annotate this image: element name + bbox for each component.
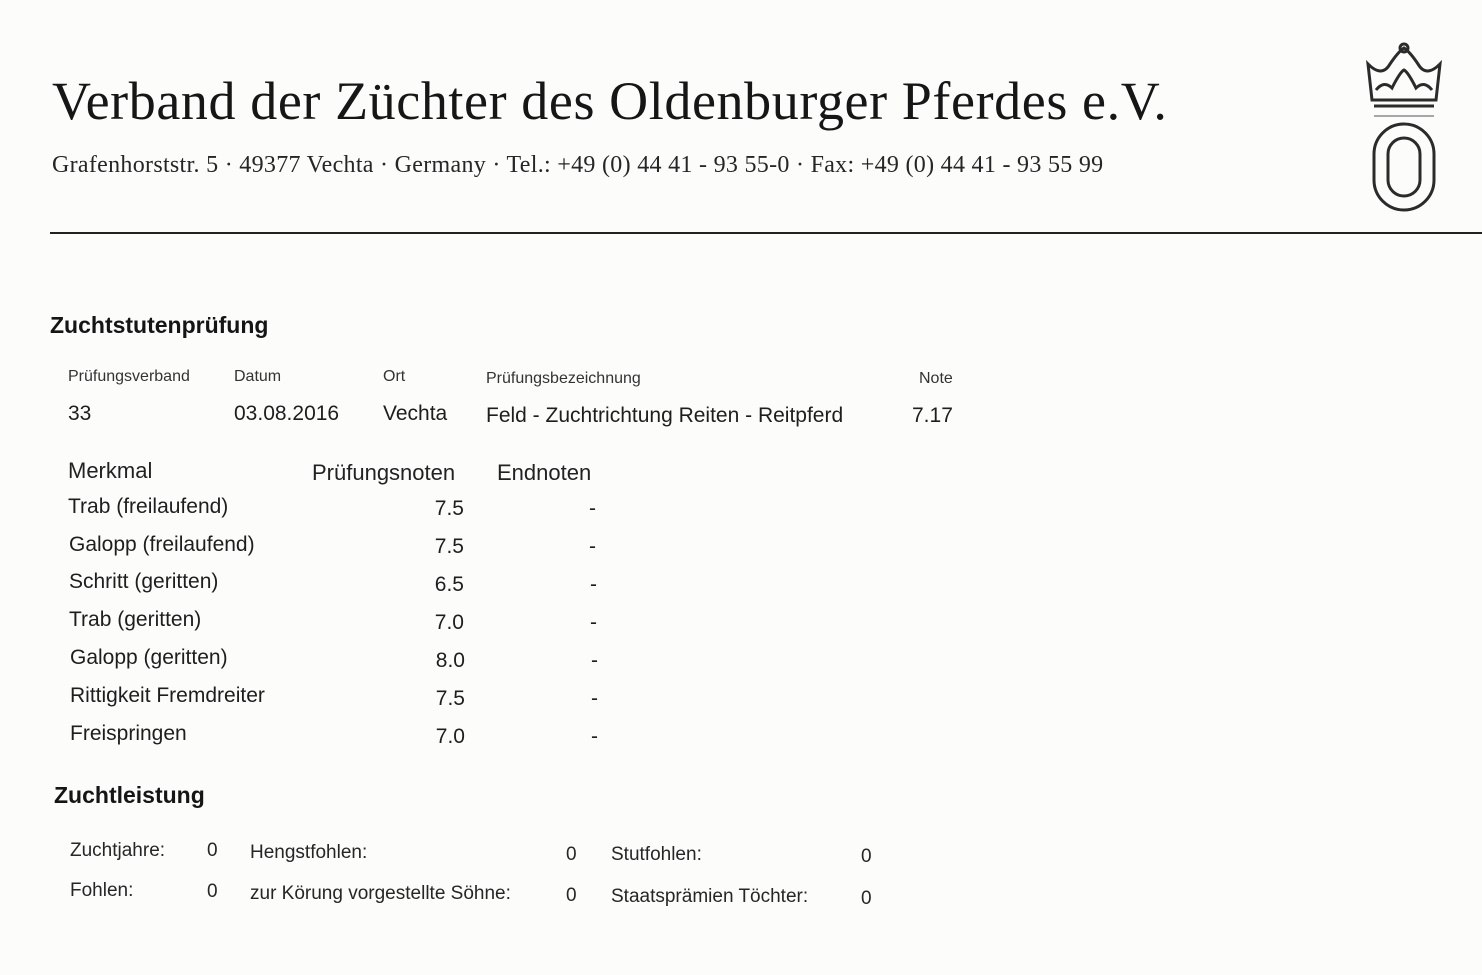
stat-label-fillies: Stutfohlen:: [611, 844, 702, 865]
trait-name: Freispringen: [70, 722, 187, 745]
stat-label-breeding-years: Zuchtjahre:: [70, 840, 166, 861]
trait-final: -: [591, 687, 598, 710]
stat-label-colts: Hengstfohlen:: [250, 842, 368, 863]
trait-name: Rittigkeit Fremdreiter: [70, 684, 265, 707]
trait-score: 8.0: [435, 649, 465, 672]
stat-label-sons-licensing: zur Körung vorgestellte Söhne:: [250, 883, 511, 904]
exam-place-value: Vechta: [383, 402, 448, 425]
stat-value-state-premium-daughters: 0: [861, 888, 872, 909]
breeding-section-title: Zuchtleistung: [54, 782, 205, 808]
stat-value-foals: 0: [207, 881, 218, 902]
trait-final: -: [591, 725, 598, 748]
col-header-association: Prüfungsverband: [68, 368, 190, 385]
trait-score: 7.5: [434, 497, 464, 520]
exam-grade-value: 7.17: [912, 404, 953, 427]
trait-final: -: [589, 535, 596, 558]
stat-value-sons-licensing: 0: [566, 885, 577, 906]
trait-final: -: [590, 573, 597, 596]
organization-address: Grafenhorststr. 5 · 49377 Vechta · Germany · Tel.: +49 (0) 44 41 - 93 55-0 · Fax: +49 (0) 44 41 - 93 55 99: [52, 152, 1104, 178]
trait-final: -: [589, 497, 596, 520]
trait-name: Trab (freilaufend): [68, 495, 229, 518]
traits-header-trait: Merkmal: [68, 458, 153, 483]
trait-score: 6.5: [434, 573, 464, 596]
trait-name: Schritt (geritten): [69, 570, 219, 593]
crown-o-logo-icon: [1362, 42, 1446, 214]
col-header-place: Ort: [383, 368, 406, 385]
col-header-date: Datum: [234, 368, 282, 385]
stat-value-colts: 0: [566, 844, 577, 865]
stat-value-breeding-years: 0: [207, 840, 218, 861]
exam-designation-value: Feld - Zuchtrichtung Reiten - Reitpferd: [486, 404, 844, 427]
trait-name: Galopp (geritten): [70, 646, 228, 669]
col-header-designation: Prüfungsbezeichnung: [486, 370, 641, 387]
trait-name: Trab (geritten): [69, 608, 202, 631]
col-header-grade: Note: [919, 370, 953, 387]
traits-header-final-scores: Endnoten: [497, 460, 592, 485]
trait-score: 7.5: [435, 687, 465, 710]
trait-final: -: [590, 611, 597, 634]
exam-date-value: 03.08.2016: [234, 402, 340, 425]
stat-label-state-premium-daughters: Staatsprämien Töchter:: [611, 886, 809, 907]
exam-section-title: Zuchtstutenprüfung: [50, 312, 269, 338]
trait-score: 7.0: [434, 611, 464, 634]
trait-score: 7.0: [435, 725, 465, 748]
organization-name: Verband der Züchter des Oldenburger Pferdes e.V.: [52, 71, 1168, 131]
trait-score: 7.5: [434, 535, 464, 558]
trait-name: Galopp (freilaufend): [69, 533, 255, 556]
stat-label-foals: Fohlen:: [70, 880, 134, 901]
header-divider: [50, 232, 1482, 234]
trait-final: -: [591, 649, 598, 672]
traits-header-exam-scores: Prüfungsnoten: [312, 460, 456, 485]
exam-association-value: 33: [68, 402, 92, 425]
stat-value-fillies: 0: [861, 846, 872, 867]
